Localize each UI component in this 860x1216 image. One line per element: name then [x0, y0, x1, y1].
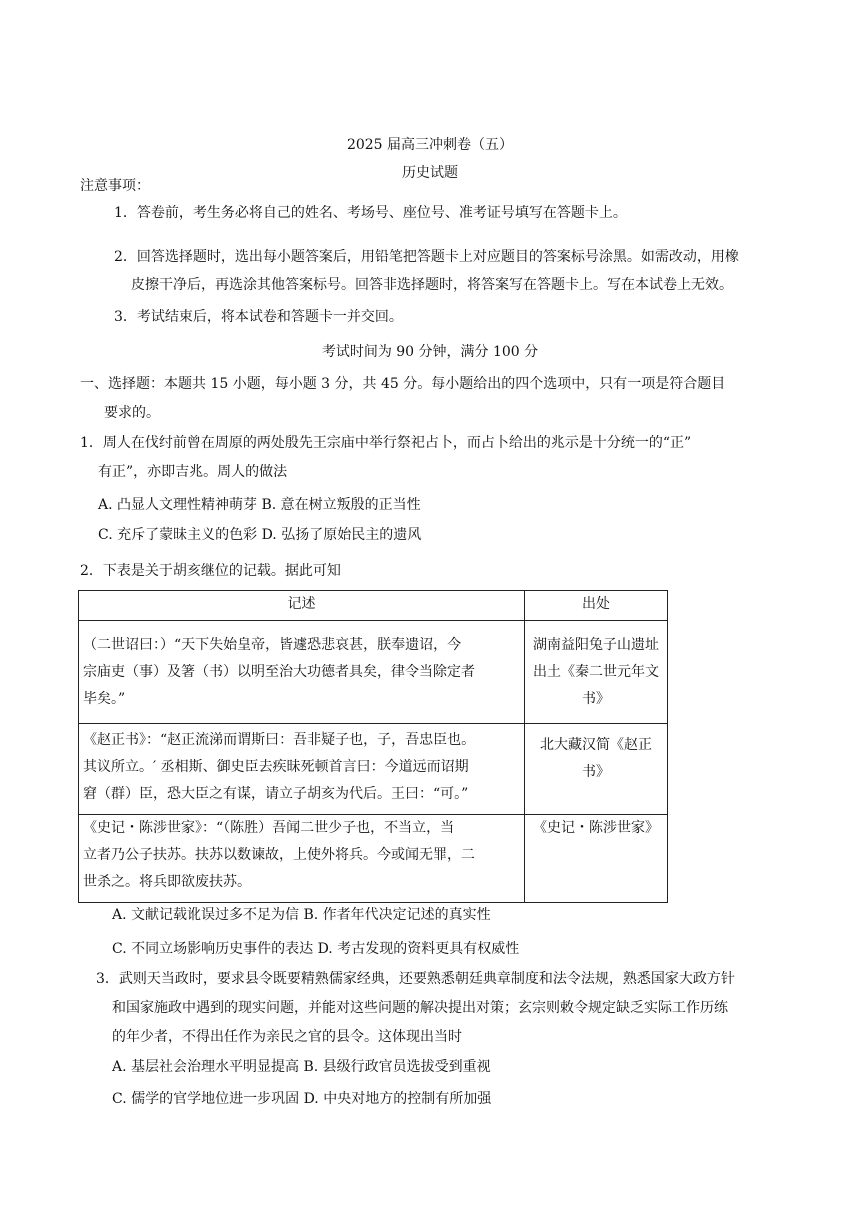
exam-title: 2025 届高三冲刺卷（五） [346, 137, 514, 153]
table-header-source: 出处 [525, 591, 668, 621]
q3-options-ab: A. 基层社会治理水平明显提高 B. 县级行政官员选拔受到重视 [112, 1059, 491, 1075]
table-row [79, 815, 668, 903]
note-item-3: 3．考试结束后，将本试卷和答题卡一并交回。 [114, 309, 403, 325]
note-item-1: 1．答卷前，考生务必将自己的姓名、考场号、座位号、准考证号填写在答题卡上。 [114, 205, 627, 221]
row3-text-line: 立者乃公子扶苏。扶苏以数谏故，上使外将兵。今或闻无罪，二 [83, 847, 475, 863]
q1-stem: 1．周人在伐纣前曾在周原的两处殷先王宗庙中举行祭祀占卜，而占卜给出的兆示是十分统一的“正” [80, 435, 692, 451]
row2-source-line: 北大藏汉简《赵正 [540, 737, 652, 753]
exam-time: 考试时间为 90 分钟，满分 100 分 [321, 344, 539, 360]
q3-stem-cont: 和国家施政中遇到的现实问题，并能对这些问题的解决提出对策；玄宗则敕令规定缺乏实际工作历练 [112, 1000, 728, 1016]
section1-instructions: 一、选择题：本题共 15 小题，每小题 3 分，共 45 分。每小题给出的四个选项中，只有一项是符合题目 [80, 376, 726, 392]
row2-text-line: 《赵正书》：“赵正流涕而谓斯曰：吾非疑子也，子，吾忠臣也。 [83, 732, 476, 748]
row1-source-line: 书》 [582, 691, 610, 707]
note-item-2-cont: 皮擦干净后，再选涂其他答案标号。回答非选择题时，将答案写在答题卡上。写在本试卷上无效。 [131, 277, 733, 293]
q3-options-cd: C. 儒学的官学地位进一步巩固 D. 中央对地方的控制有所加强 [112, 1091, 492, 1107]
row1-text-line: 毕矣。” [83, 691, 126, 707]
notes-heading: 注意事项： [80, 178, 150, 194]
row3-text-line: 《史记・陈涉世家》：“（陈胜）吾闻二世少子也，不当立，当 [83, 820, 455, 836]
row1-text-line: 宗庙吏（事）及箸（书）以明至治大功德者具矣，律令当除定者 [83, 664, 475, 680]
q2-options-cd: C. 不同立场影响历史事件的表达 D. 考古发现的资料更具有权威性 [112, 941, 520, 957]
row1-text-line: （二世诏曰：）“天下失始皇帝，皆遽恐悲哀甚，朕奉遗诏，今 [83, 637, 462, 653]
q2-stem: 2．下表是关于胡亥继位的记载。据此可知 [80, 563, 341, 579]
q1-options-ab: A. 凸显人文理性精神萌芽 B. 意在树立叛殷的正当性 [98, 497, 421, 513]
row2-text-line: 其议所立。′ 丞相斯、御史臣去疾昧死顿首言曰：今道远而诏期 [83, 759, 469, 775]
exam-subtitle: 历史试题 [402, 165, 458, 181]
q3-stem-cont: 的年少者，不得出任作为亲民之官的县令。这体现出当时 [112, 1029, 462, 1045]
row2-text-line: 窘（群）臣，恐大臣之有谋，请立子胡亥为代后。王曰：“可。” [83, 786, 469, 802]
row3-text-line: 世杀之。将兵即欲废扶苏。 [83, 874, 251, 890]
row1-source-line: 出土《秦二世元年文 [533, 664, 659, 680]
table-row [79, 724, 668, 815]
row3-source-line: 《史记・陈涉世家》 [533, 820, 659, 836]
note-item-2: 2．回答选择题时，选出每小题答案后，用铅笔把答题卡上对应题目的答案标号涂黑。如需改动，用橡 [114, 249, 739, 265]
section1-instructions-cont: 要求的。 [104, 405, 160, 421]
q1-stem-cont: 有正”，亦即吉兆。周人的做法 [98, 464, 288, 480]
q1-options-cd: C. 充斥了蒙昧主义的色彩 D. 弘扬了原始民主的遗风 [98, 527, 422, 543]
q3-stem: 3．武则天当政时，要求县令既要精熟儒家经典，还要熟悉朝廷典章制度和法令法规，熟悉国家大政方针 [96, 971, 735, 987]
row1-source-line: 湖南益阳兔子山遗址 [533, 637, 659, 653]
q2-options-ab: A. 文献记载讹误过多不足为信 B. 作者年代决定记述的真实性 [112, 907, 491, 923]
table-header-record: 记述 [79, 591, 525, 621]
row2-source-line: 书》 [582, 764, 610, 780]
q2-table [78, 590, 668, 903]
table-row [79, 621, 668, 724]
